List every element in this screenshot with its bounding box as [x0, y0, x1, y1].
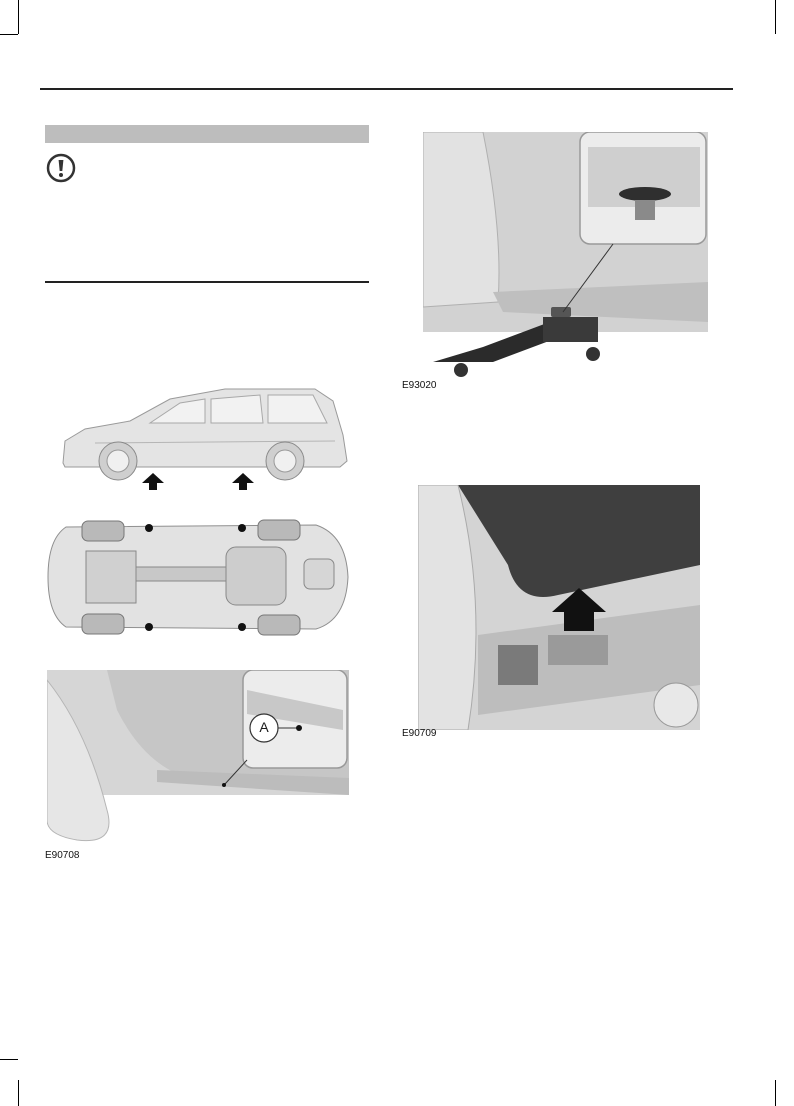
arrow-up-icon — [232, 473, 254, 495]
warning-rule — [45, 281, 369, 283]
crop-mark-top-right-v — [775, 0, 776, 34]
figure-code-e90708: E90708 — [45, 850, 80, 861]
vehicle-side-view-figure — [55, 383, 350, 493]
crop-mark-bottom-left — [0, 1059, 18, 1060]
callout-label-a: A — [259, 719, 269, 735]
figure-code-e93020: E93020 — [402, 380, 437, 391]
sill-callout-figure — [47, 670, 349, 845]
header-rule — [40, 88, 733, 90]
warning-bar — [45, 125, 369, 143]
crop-mark-bottom-right-v — [775, 1080, 776, 1106]
crop-mark-top-left — [0, 34, 18, 35]
figure-code-e90709: E90709 — [402, 728, 437, 739]
vehicle-underbody-view-figure — [46, 515, 351, 640]
crop-mark-top-left-v — [18, 0, 19, 34]
underbody-jacking-point-figure — [418, 485, 700, 730]
warning-icon — [46, 153, 76, 183]
floor-jack-figure — [423, 132, 708, 377]
crop-mark-bottom-left-v — [18, 1080, 19, 1106]
arrow-up-icon — [142, 473, 164, 495]
